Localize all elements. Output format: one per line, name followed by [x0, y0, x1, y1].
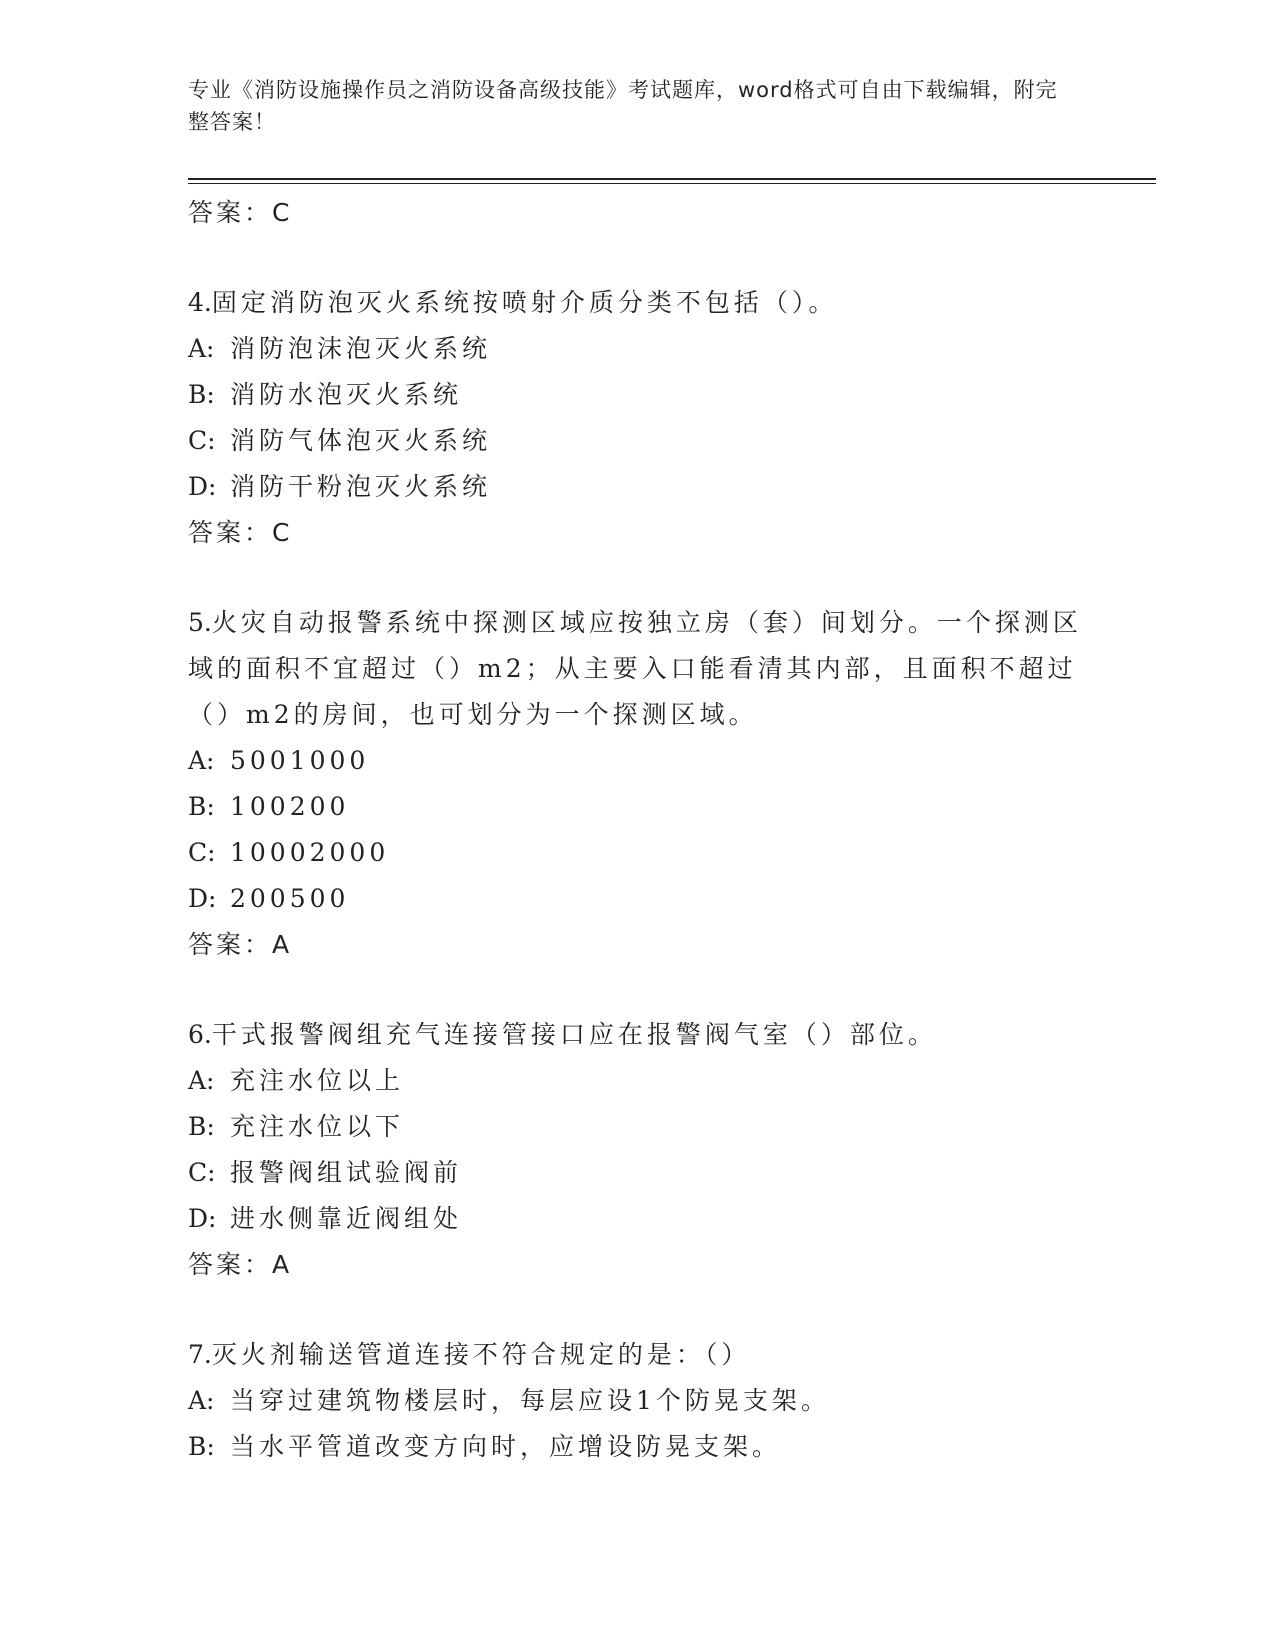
- option-c: [188, 830, 1088, 876]
- question-number: 4.: [188, 288, 212, 317]
- question-number: 7.: [188, 1340, 212, 1369]
- option-letter: D:: [188, 884, 217, 913]
- option-text: 10002000: [230, 838, 390, 867]
- option-letter: A:: [188, 746, 215, 775]
- option-text: 200500: [230, 884, 350, 913]
- option-b: [188, 784, 1088, 830]
- option-letter: A:: [188, 1066, 215, 1095]
- option-letter: C:: [188, 838, 216, 867]
- question-stem: 固定消防泡灭火系统按喷射介质分类不包括（）。: [211, 288, 838, 317]
- answer-line: [188, 1242, 1088, 1288]
- option-c: [188, 418, 1088, 464]
- question-block: [188, 1332, 1088, 1470]
- option-d: [188, 464, 1088, 510]
- question-text: [188, 280, 1088, 326]
- question-block: [188, 1012, 1088, 1288]
- answer-line: [188, 190, 1088, 236]
- question-list: [188, 190, 1088, 1470]
- question-stem: 灭火剂输送管道连接不符合规定的是：（）: [211, 1340, 751, 1369]
- option-letter: D:: [188, 472, 217, 501]
- option-text: 消防干粉泡灭火系统: [230, 472, 492, 501]
- option-a: [188, 326, 1088, 372]
- option-letter: C:: [188, 1158, 216, 1187]
- answer-value: C: [272, 198, 290, 227]
- document-header: 专业《消防设施操作员之消防设备高级技能》考试题库，word格式可自由下载编辑，附完整答案！: [188, 78, 1058, 134]
- option-d: [188, 1196, 1088, 1242]
- answer-line: [188, 922, 1088, 968]
- option-b: [188, 372, 1088, 418]
- answer-value: A: [272, 1250, 290, 1279]
- answer-line: [188, 510, 1088, 556]
- question-text: [188, 1012, 1088, 1058]
- option-letter: B:: [188, 1112, 215, 1141]
- question-text: [188, 1332, 1088, 1378]
- option-a: [188, 738, 1088, 784]
- question-block: [188, 280, 1088, 556]
- option-text: 充注水位以上: [230, 1066, 405, 1095]
- header-divider-thin: [188, 183, 1156, 184]
- option-a: [188, 1378, 1088, 1424]
- option-letter: A:: [188, 1386, 215, 1415]
- question-block: [188, 600, 1088, 968]
- header-divider-thick: [188, 178, 1156, 180]
- question-stem: 干式报警阀组充气连接管接口应在报警阀气室（）部位。: [211, 1020, 937, 1049]
- option-a: [188, 1058, 1088, 1104]
- question-text: [188, 600, 1088, 738]
- question-number: 5.: [188, 608, 212, 637]
- option-text: 5001000: [230, 746, 370, 775]
- option-b: [188, 1424, 1088, 1470]
- option-text: 充注水位以下: [230, 1112, 405, 1141]
- question-number: 6.: [188, 1020, 212, 1049]
- option-letter: B:: [188, 380, 215, 409]
- option-b: [188, 1104, 1088, 1150]
- option-d: [188, 876, 1088, 922]
- option-letter: A:: [188, 334, 215, 363]
- option-letter: B:: [188, 1432, 215, 1461]
- option-text: 报警阀组试验阀前: [230, 1158, 463, 1187]
- answer-value: A: [272, 930, 290, 959]
- answer-label: 答案：: [188, 518, 273, 547]
- option-letter: C:: [188, 426, 216, 455]
- option-text: 消防水泡灭火系统: [230, 380, 463, 409]
- option-text: 当穿过建筑物楼层时，每层应设1个防晃支架。: [230, 1386, 830, 1415]
- option-c: [188, 1150, 1088, 1196]
- option-letter: B:: [188, 792, 215, 821]
- option-text: 进水侧靠近阀组处: [230, 1204, 463, 1233]
- answer-label: 答案：: [188, 930, 273, 959]
- option-text: 消防泡沫泡灭火系统: [230, 334, 492, 363]
- answer-label: 答案：: [188, 198, 273, 227]
- option-text: 当水平管道改变方向时，应增设防晃支架。: [230, 1432, 782, 1461]
- answer-label: 答案：: [188, 1250, 273, 1279]
- answer-value: C: [272, 518, 290, 547]
- option-text: 100200: [230, 792, 350, 821]
- option-text: 消防气体泡灭火系统: [230, 426, 492, 455]
- question-stem: 火灾自动报警系统中探测区域应按独立房（套）间划分。一个探测区域的面积不宜超过（）m2；从主要入口能看清其内部，且面积不超过（）m2的房间，也可划分为一个探测区域。: [188, 608, 1082, 729]
- option-letter: D:: [188, 1204, 217, 1233]
